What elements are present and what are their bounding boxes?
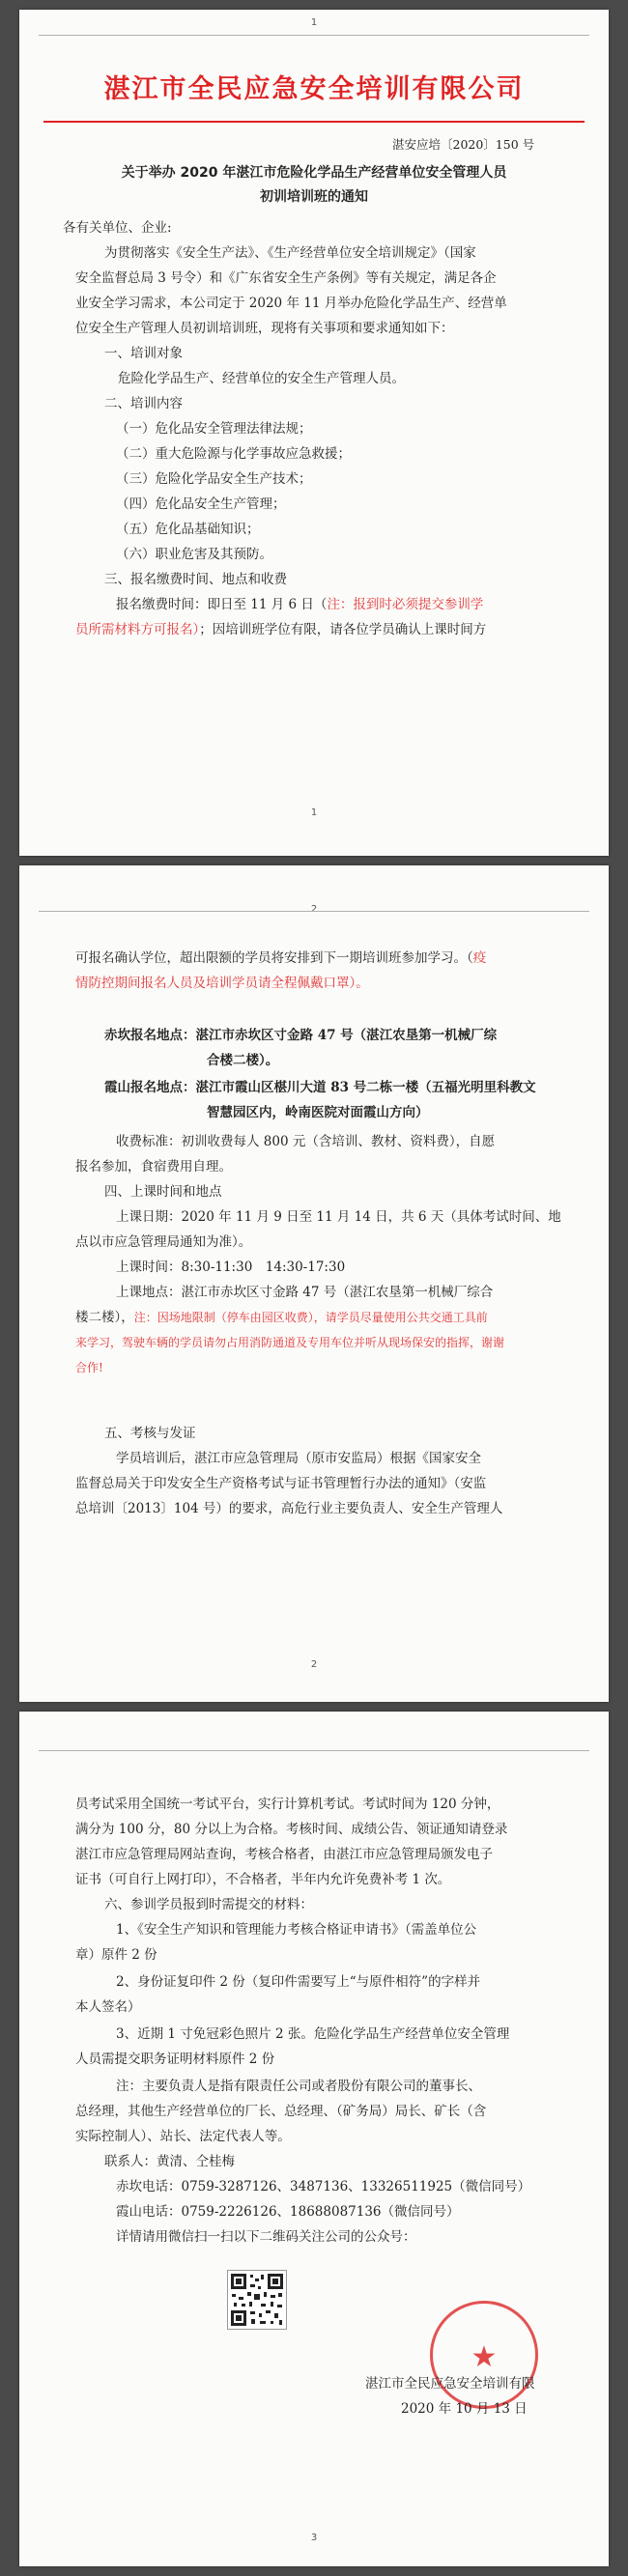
class-location: 上课地点：湛江市赤坎区寸金路 47 号（湛江农垦第一机械厂综合 bbox=[116, 1285, 494, 1300]
page-top-number: 1 bbox=[310, 17, 318, 28]
contact-persons: 联系人：黄清、仝桂梅 bbox=[104, 2154, 235, 2169]
content-item: （二）重大危险源与化学事故应急救援； bbox=[116, 446, 351, 462]
material-item: 1、《安全生产知识和管理能力考核合格证申请书》（需盖单位公 bbox=[116, 1922, 477, 1938]
section-heading: 六、参训学员报到时需提交的材料： bbox=[104, 1897, 313, 1912]
xiashan-location-cont: 智慧园区内，岭南医院对面霞山方向） bbox=[207, 1105, 429, 1120]
body-text: 可报名确认学位，超出限额的学员将安排到下一期培训班参加学习。（ bbox=[75, 950, 473, 966]
qr-code-icon bbox=[228, 2271, 286, 2329]
intro-line: 位安全生产管理人员初训培训班，现将有关事项和要求通知如下： bbox=[75, 321, 454, 336]
page-top-number: 2 bbox=[310, 904, 318, 915]
content-item: （三）危险化学品安全生产技术； bbox=[116, 471, 312, 487]
class-date-cont: 点以市应急管理局通知为准）。 bbox=[75, 1234, 252, 1250]
section-heading: 三、报名缴费时间、地点和收费 bbox=[104, 572, 287, 587]
material-item: 3、近期 1 寸免冠彩色照片 2 张。危险化学品生产经营单位安全管理 bbox=[116, 2026, 510, 2042]
content-item: （五）危化品基础知识； bbox=[116, 522, 260, 537]
registration-text: ；因培训班学位有限，请各位学员确认上课时间方 bbox=[199, 622, 487, 637]
exam-text: 湛江市应急管理局网站查询，考核合格者，由湛江市应急管理局颁发电子 bbox=[75, 1847, 493, 1862]
salutation: 各有关单位、企业: bbox=[63, 220, 172, 236]
page-2 bbox=[19, 865, 609, 1702]
body-line bbox=[75, 948, 486, 968]
class-location-cont bbox=[75, 1308, 488, 1327]
intro-line: 安全监督总局 3 号令）和《广东省安全生产条例》等有关规定，满足各企 bbox=[75, 270, 497, 286]
signature-org: 湛江市全民应急安全培训有限 bbox=[365, 2376, 535, 2392]
page-bottom-number: 1 bbox=[310, 807, 318, 818]
letterhead-rule bbox=[43, 121, 585, 123]
epidemic-note: 情防控期间报名人员及培训学员请全程佩戴口罩）。 bbox=[75, 976, 369, 991]
content-item: （四）危化品安全生产管理； bbox=[116, 496, 286, 512]
registration-line bbox=[75, 620, 486, 639]
material-item-cont: 章）原件 2 份 bbox=[75, 1947, 157, 1963]
note-text: 总经理，其他生产经营单位的厂长、总经理、（矿务局）局长、矿长（含 bbox=[75, 2104, 487, 2119]
material-item-cont: 人员需提交职务证明材料原件 2 份 bbox=[75, 2052, 275, 2067]
doc-title-line2: 初训培训班的通知 bbox=[260, 189, 368, 205]
material-item: 2、身份证复印件 2 份（复印件需要写上“与原件相符”的字样并 bbox=[116, 1974, 481, 1990]
page-3 bbox=[19, 1712, 609, 2566]
wechat-prompt: 详情请用微信扫一扫以下二维码关注公司的公众号： bbox=[116, 2229, 416, 2245]
intro-line: 业安全学习需求，本公司定于 2020 年 11 月举办危险化学品生产、经营单 bbox=[75, 296, 507, 311]
section-body: 危险化学品生产、经营单位的安全生产管理人员。 bbox=[118, 371, 405, 386]
section-heading: 五、考核与发证 bbox=[104, 1426, 196, 1441]
letterhead: 湛江市全民应急安全培训有限公司 bbox=[103, 74, 525, 104]
epidemic-note: 疫 bbox=[472, 950, 487, 966]
note-text: 注：主要负责人是指有限责任公司或者股份有限公司的董事长、 bbox=[116, 2079, 481, 2094]
chikan-location-cont: 合楼二楼）。 bbox=[207, 1053, 279, 1068]
section-heading: 二、培训内容 bbox=[104, 396, 183, 411]
parking-note: 注：因场地限制（停车由园区收费），请学员尽量使用公共交通工具前 bbox=[133, 1311, 488, 1324]
exam-text: 证书（可自行上网打印），不合格者，半年内允许免费补考 1 次。 bbox=[75, 1872, 451, 1887]
intro-line: 为贯彻落实《安全生产法》、《生产经营单位安全培训规定》（国家 bbox=[104, 245, 476, 261]
signature-date: 2020 年 10 月 13 日 bbox=[401, 2401, 528, 2417]
class-date: 上课日期：2020 年 11 月 9 日至 11 月 14 日，共 6 天（具体考试时间、地 bbox=[116, 1209, 561, 1225]
page-bottom-number: 3 bbox=[310, 2533, 318, 2543]
section-heading: 四、上课时间和地点 bbox=[104, 1184, 222, 1200]
wechat-qr-code[interactable] bbox=[227, 2270, 287, 2330]
doc-title-line1: 关于举办 2020 年湛江市危险化学品生产经营单位安全管理人员 bbox=[121, 165, 507, 181]
registration-line bbox=[116, 595, 483, 614]
chikan-phone: 赤坎电话：0759-3287126、3487136、13326511925（微信同号） bbox=[116, 2179, 531, 2194]
xiashan-location: 霞山报名地点：湛江市霞山区椹川大道 83 号二栋一楼（五福光明里科教文 bbox=[104, 1080, 536, 1095]
parking-note: 来学习，驾驶车辆的学员请勿占用消防通道及专用车位并听从现场保安的指挥，谢谢 bbox=[75, 1336, 505, 1349]
registration-note: 注：报到时必须提交参训学 bbox=[327, 597, 484, 612]
fee-standard-cont: 报名参加，食宿费用自理。 bbox=[75, 1159, 232, 1175]
content-item: （六）职业危害及其预防。 bbox=[116, 547, 272, 562]
header-rule bbox=[39, 35, 589, 36]
class-time: 上课时间：8:30-11:30 14:30-17:30 bbox=[116, 1260, 346, 1275]
xiashan-phone: 霞山电话：0759-2226126、18688087136（微信同号） bbox=[116, 2204, 460, 2220]
material-item-cont: 本人签名） bbox=[75, 1999, 141, 2015]
registration-note: 员所需材料方可报名） bbox=[75, 622, 200, 637]
registration-time: 报名缴费时间：即日至 11 月 6 日（ bbox=[116, 597, 328, 612]
seal-star-icon: ★ bbox=[471, 2340, 498, 2374]
exam-text: 监督总局关于印发安全生产资格考试与证书管理暂行办法的通知》（安监 bbox=[75, 1476, 487, 1491]
page-1 bbox=[19, 10, 609, 856]
fee-standard: 收费标准：初训收费每人 800 元（含培训、教材、资料费），自愿 bbox=[116, 1134, 496, 1149]
exam-text: 员考试采用全国统一考试平台，实行计算机考试。考试时间为 120 分钟， bbox=[75, 1797, 500, 1812]
content-item: （一）危化品安全管理法律法规； bbox=[116, 421, 312, 437]
section-heading: 一、培训对象 bbox=[104, 346, 183, 361]
exam-text: 学员培训后，湛江市应急管理局（原市安监局）根据《国家安全 bbox=[116, 1451, 481, 1466]
exam-text: 满分为 100 分，80 分以上为合格。考核时间、成绩公告、领证通知请登录 bbox=[75, 1822, 508, 1837]
parking-note: 合作! bbox=[75, 1361, 103, 1374]
header-rule bbox=[39, 911, 589, 912]
header-rule bbox=[39, 1750, 589, 1751]
exam-text: 总培训〔2013〕104 号）的要求，高危行业主要负责人、安全生产管理人 bbox=[75, 1501, 503, 1516]
chikan-location: 赤坎报名地点：湛江市赤坎区寸金路 47 号（湛江农垦第一机械厂综 bbox=[104, 1028, 498, 1043]
doc-number: 湛安应培〔2020〕150 号 bbox=[392, 137, 535, 152]
note-text: 实际控制人）、站长、法定代表人等。 bbox=[75, 2129, 291, 2144]
class-location-text: 楼二楼）， bbox=[75, 1310, 134, 1325]
page-bottom-number: 2 bbox=[310, 1659, 318, 1670]
